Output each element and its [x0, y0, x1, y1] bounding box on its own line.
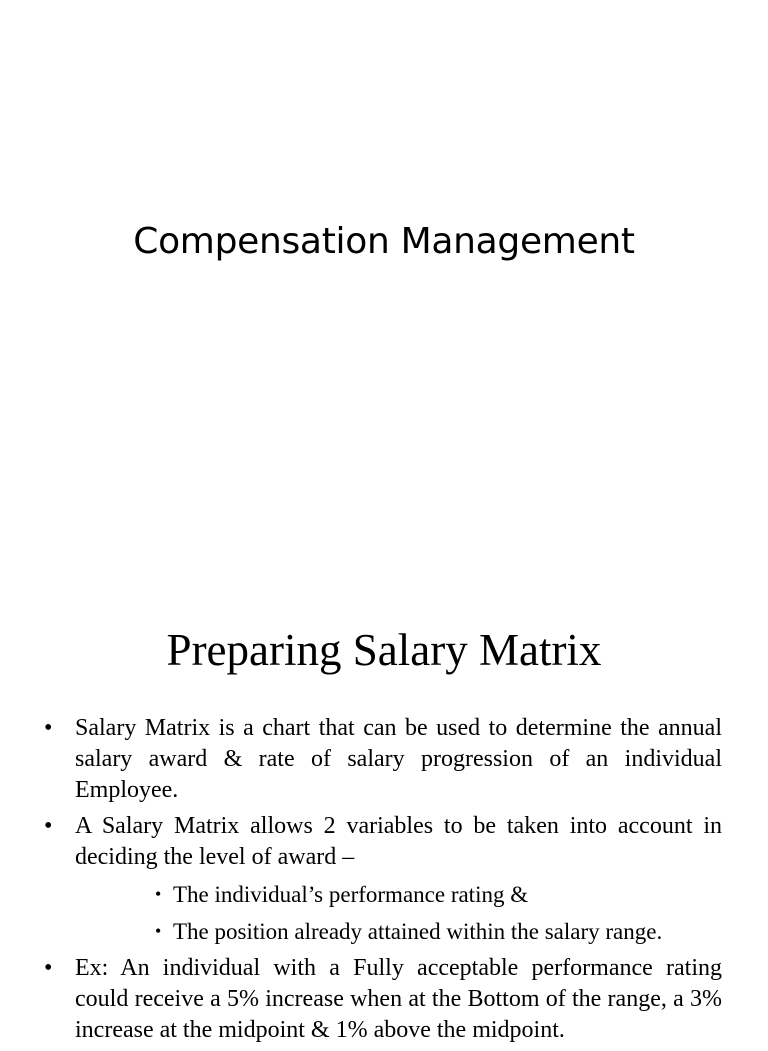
sub-bullet-icon: • [155, 921, 162, 941]
bullet-item [44, 811, 722, 947]
sub-bullet-item [75, 879, 722, 910]
bullet-text: A Salary Matrix allows 2 variables to be taken into account in deciding the level of award – [75, 813, 722, 870]
bullet-item [44, 713, 722, 806]
sub-bullet-list [75, 879, 722, 947]
bullet-item [44, 953, 722, 1046]
sub-bullet-icon: • [155, 884, 162, 904]
slide-title: Compensation Management [133, 221, 635, 262]
bullet-icon: • [44, 955, 53, 981]
bullet-icon: • [44, 813, 53, 839]
sub-bullet-text: The individual’s performance rating & [173, 882, 529, 907]
bullet-text: Ex: An individual with a Fully acceptable performance rating could receive a 5% increase when at the Bottom of the range, a 3% increase at the midpoint & 1% above the midpoint. [75, 955, 722, 1043]
sub-bullet-text: The position already attained within the salary range. [173, 919, 663, 944]
bullet-icon: • [44, 715, 53, 741]
sub-bullet-item [75, 916, 722, 947]
bullet-text: Salary Matrix is a chart that can be used to determine the annual salary award & rate of salary progression of an individual Employee. [75, 715, 722, 803]
slide-heading: Preparing Salary Matrix [166, 625, 602, 675]
bullet-list [44, 713, 722, 1051]
